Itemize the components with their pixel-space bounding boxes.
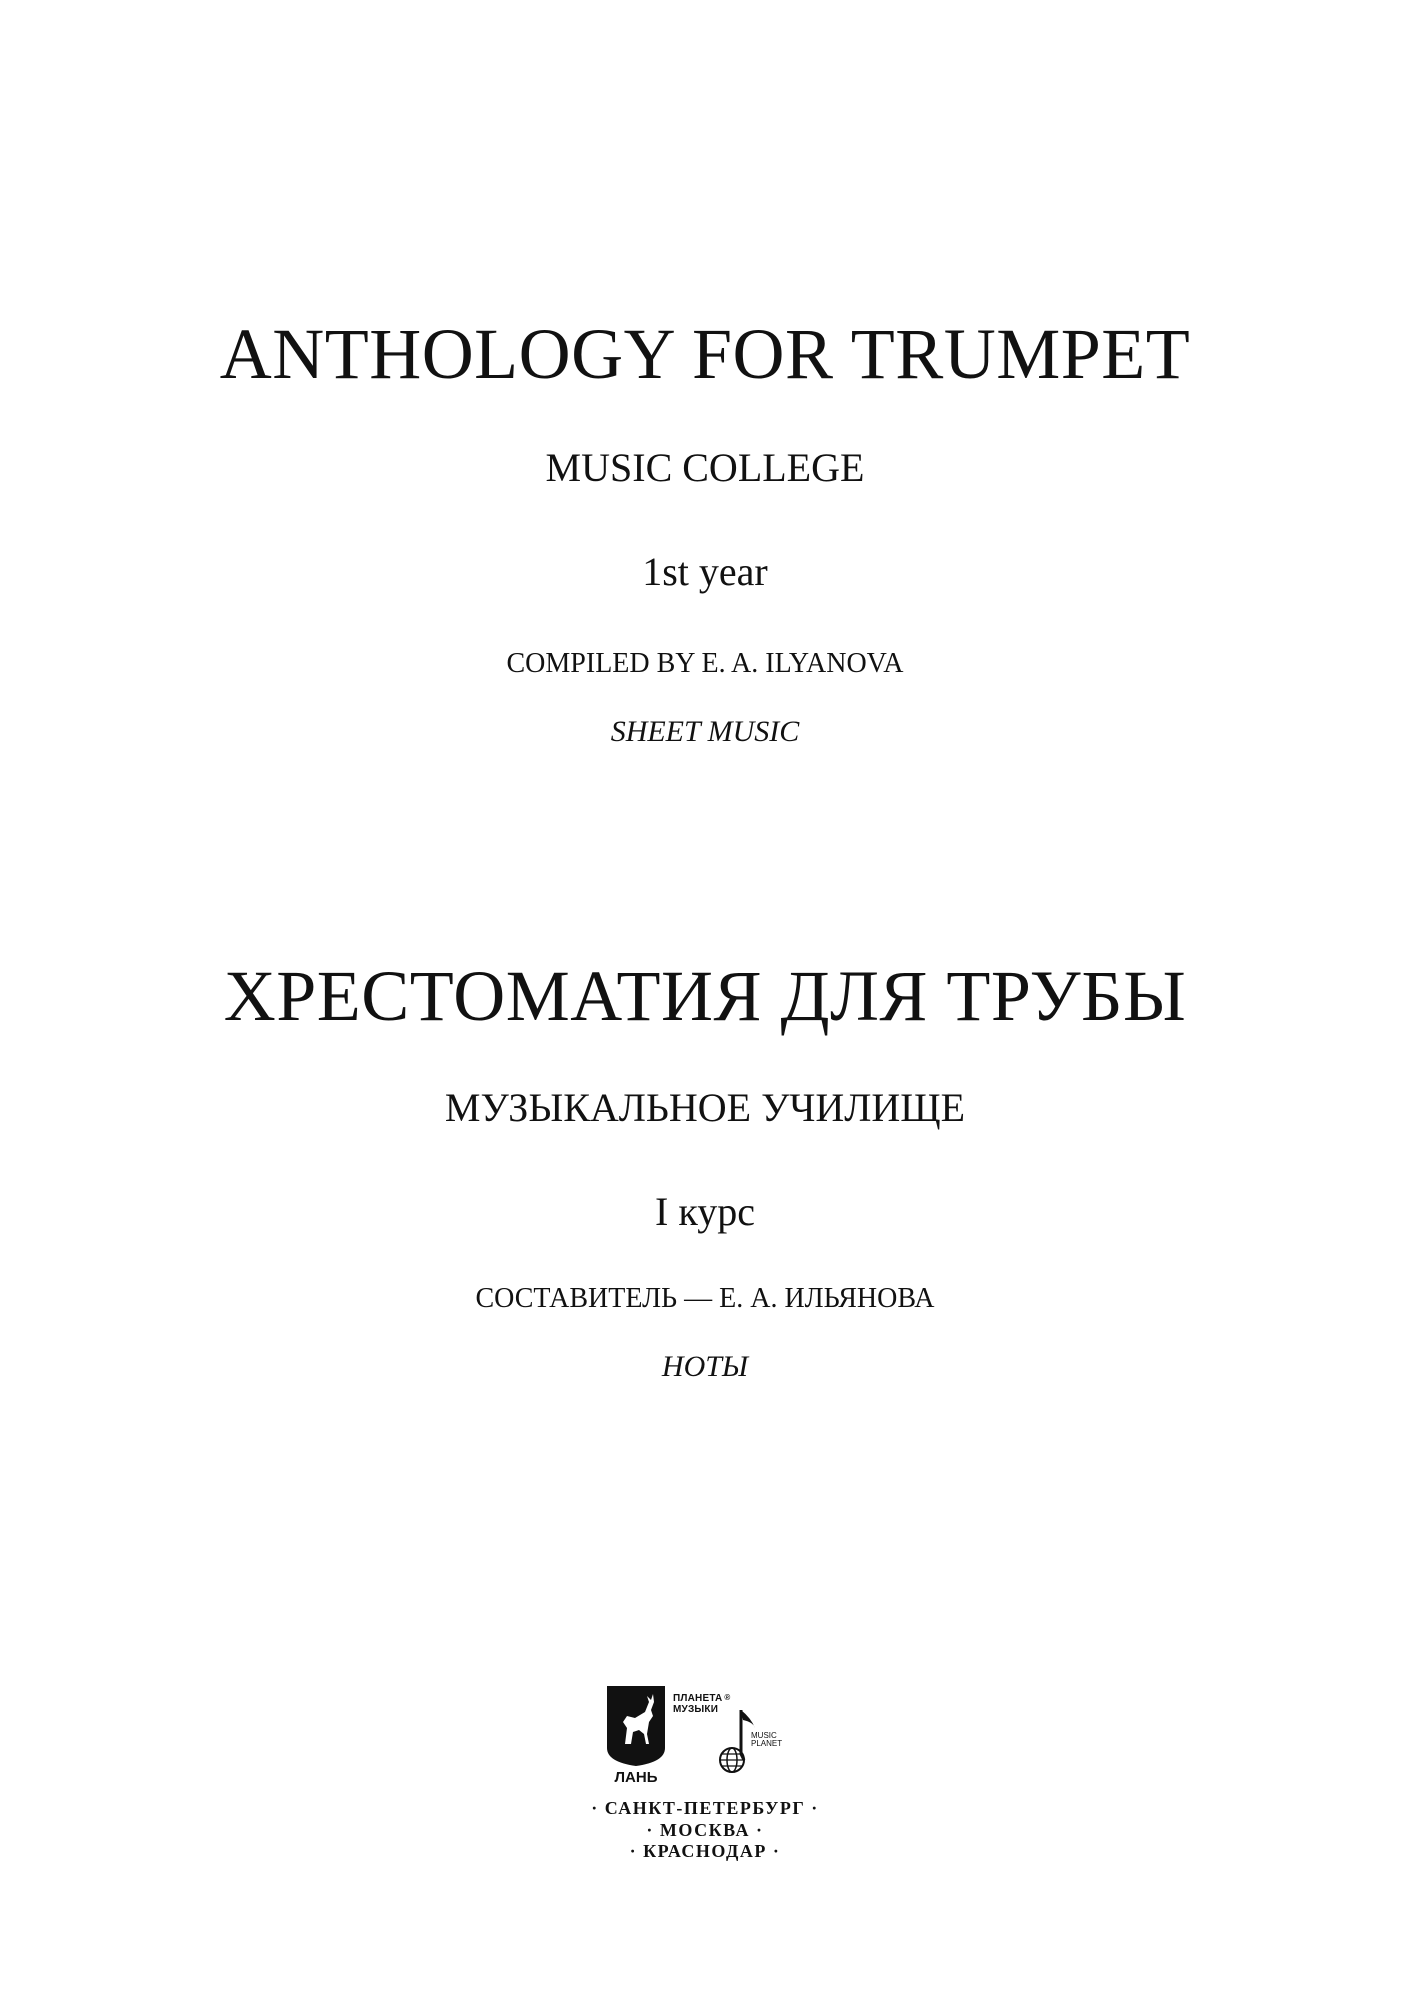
music-planet-text	[751, 1732, 782, 1749]
russian-kind: НОТЫ	[661, 1350, 749, 1383]
english-kind: SHEET MUSIC	[610, 715, 800, 748]
russian-title: ХРЕСТОМАТИЯ ДЛЯ ТРУБЫ	[223, 956, 1187, 1036]
planet-line2: МУЗЫКИ	[673, 1703, 719, 1715]
music-line1: MUSIC	[751, 1731, 777, 1740]
english-subtitle: MUSIC COLLEGE	[545, 445, 865, 490]
registered-mark: ®	[724, 1693, 731, 1702]
russian-year: I курс	[655, 1189, 755, 1234]
russian-subtitle: МУЗЫКАЛЬНОЕ УЧИЛИЩЕ	[444, 1085, 966, 1130]
planet-music-logo	[673, 1692, 803, 1782]
russian-compiler: СОСТАВИТЕЛЬ — Е. А. ИЛЬЯНОВА	[475, 1283, 935, 1314]
lan-logo-text: ЛАНЬ	[614, 1769, 658, 1786]
city-moscow: · МОСКВА ·	[646, 1819, 764, 1840]
english-compiler: COMPILED BY E. A. ILYANOVA	[506, 648, 904, 679]
english-title: ANTHOLOGY FOR TRUMPET	[219, 314, 1191, 394]
city-krasnodar: · КРАСНОДАР ·	[629, 1841, 781, 1862]
city-saint-petersburg: · САНКТ-ПЕТЕРБУРГ ·	[591, 1798, 819, 1818]
publisher-block	[0, 1682, 1410, 1863]
publisher-cities	[0, 1798, 1410, 1863]
music-line2: PLANET	[751, 1739, 783, 1749]
lan-deer-logo	[605, 1682, 667, 1786]
publisher-logos	[605, 1682, 805, 1790]
planet-line1: ПЛАНЕТА	[673, 1693, 723, 1704]
english-year: 1st year	[642, 549, 768, 594]
